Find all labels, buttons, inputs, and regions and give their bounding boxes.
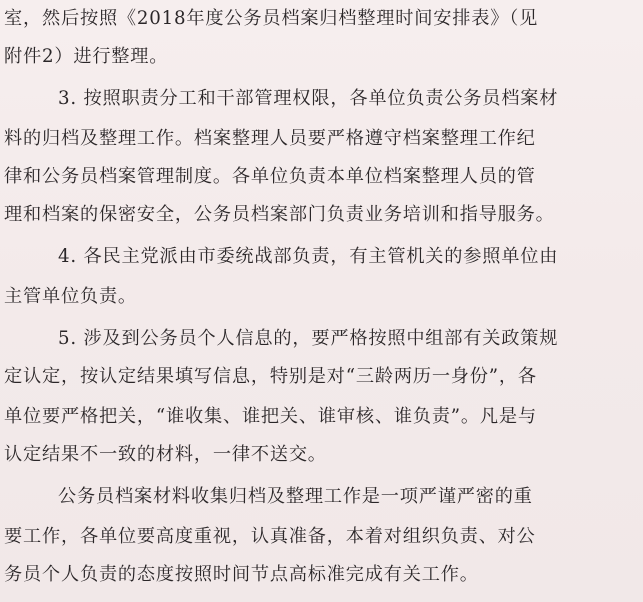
line-text: 单位要严格把关，“谁收集、谁把关、谁审核、谁负责”。凡是与 xyxy=(4,406,537,427)
line-text: 附件2）进行整理。 xyxy=(4,46,169,67)
text-line xyxy=(0,122,643,156)
text-line xyxy=(0,558,643,592)
text-line xyxy=(0,82,643,116)
text-line xyxy=(0,322,643,356)
line-text: 室，然后按照《2018年度公务员档案归档整理时间安排表》（见 xyxy=(4,8,539,29)
line-text: 务员个人负责的态度按照时间节点高标准完成有关工作。 xyxy=(4,564,479,585)
text-line xyxy=(0,360,643,394)
text-line xyxy=(0,520,643,554)
text-line xyxy=(0,240,643,274)
line-text: 4. 各民主党派由市委统战部负责，有主管机关的参照单位由 xyxy=(58,246,559,267)
line-text: 律和公务员档案管理制度。各单位负责本单位档案整理人员的管 xyxy=(4,166,536,187)
text-line xyxy=(0,2,643,36)
text-line xyxy=(0,400,643,434)
line-text: 要工作，各单位要高度重视，认真准备，本着对组织负责、对公 xyxy=(4,526,536,547)
line-text: 3. 按照职责分工和干部管理权限，各单位负责公务员档案材 xyxy=(58,88,559,109)
text-line xyxy=(0,480,643,514)
line-text: 理和档案的保密安全，公务员档案部门负责业务培训和指导服务。 xyxy=(4,204,555,225)
line-text: 定认定，按认定结果填写信息，特别是对“三龄两历一身份”，各 xyxy=(4,366,537,387)
text-line xyxy=(0,438,643,472)
text-line xyxy=(0,280,643,314)
text-line xyxy=(0,40,643,74)
line-text: 料的归档及整理工作。档案整理人员要严格遵守档案整理工作纪 xyxy=(4,128,536,149)
text-line xyxy=(0,160,643,194)
line-text: 公务员档案材料收集归档及整理工作是一项严谨严密的重 xyxy=(58,486,533,507)
line-text: 5. 涉及到公务员个人信息的，要严格按照中组部有关政策规 xyxy=(58,328,559,349)
text-line xyxy=(0,198,643,232)
line-text: 认定结果不一致的材料，一律不送交。 xyxy=(4,444,327,465)
line-text: 主管单位负责。 xyxy=(4,286,137,307)
